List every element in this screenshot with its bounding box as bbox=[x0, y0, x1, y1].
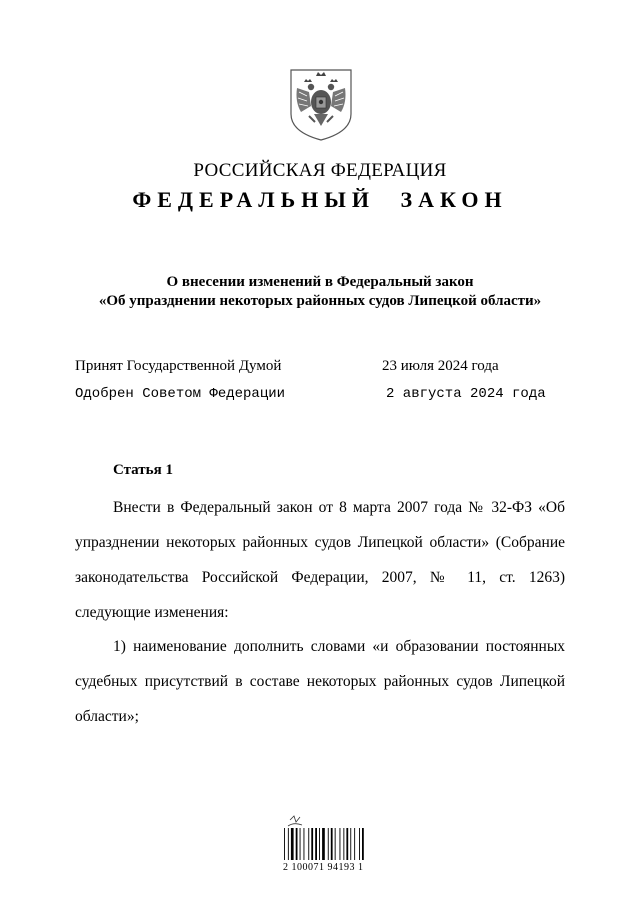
duma-adoption-date: 23 июля 2024 года bbox=[382, 358, 499, 374]
council-approval-date: 2 августа 2024 года bbox=[386, 386, 546, 402]
barcode-number: 2 100071 94193 1 bbox=[283, 862, 364, 873]
law-title bbox=[0, 273, 640, 311]
duma-adoption-label: Принят Государственной Думой bbox=[75, 358, 282, 374]
country-name: РОССИЙСКАЯ ФЕДЕРАЦИЯ bbox=[193, 160, 447, 181]
coat-of-arms-icon bbox=[287, 66, 355, 142]
document-type: ФЕДЕРАЛЬНЫЙ ЗАКОН bbox=[132, 187, 508, 212]
law-title-line-2: «Об упразднении некоторых районных судов Липецкой области» bbox=[98, 293, 542, 309]
law-title-line-1: О внесении изменений в Федеральный закон bbox=[166, 274, 474, 290]
council-approval-label: Одобрен Советом Федерации bbox=[75, 386, 286, 402]
article-heading: Статья 1 bbox=[113, 462, 173, 478]
article-paragraph-2: 1) наименование дополнить словами «и образовании постоянных судебных присутствий в составе некоторых районных судов Липецкой области»; bbox=[75, 638, 565, 725]
article-paragraph-1: Внести в Федеральный закон от 8 марта 2007 года № 32-ФЗ «Об упразднении некоторых районных судов Липецкой области» (Собрание законодательства Российской Федерации, 2007, № 11, ст. 1263) следующие изменения: bbox=[75, 499, 565, 621]
